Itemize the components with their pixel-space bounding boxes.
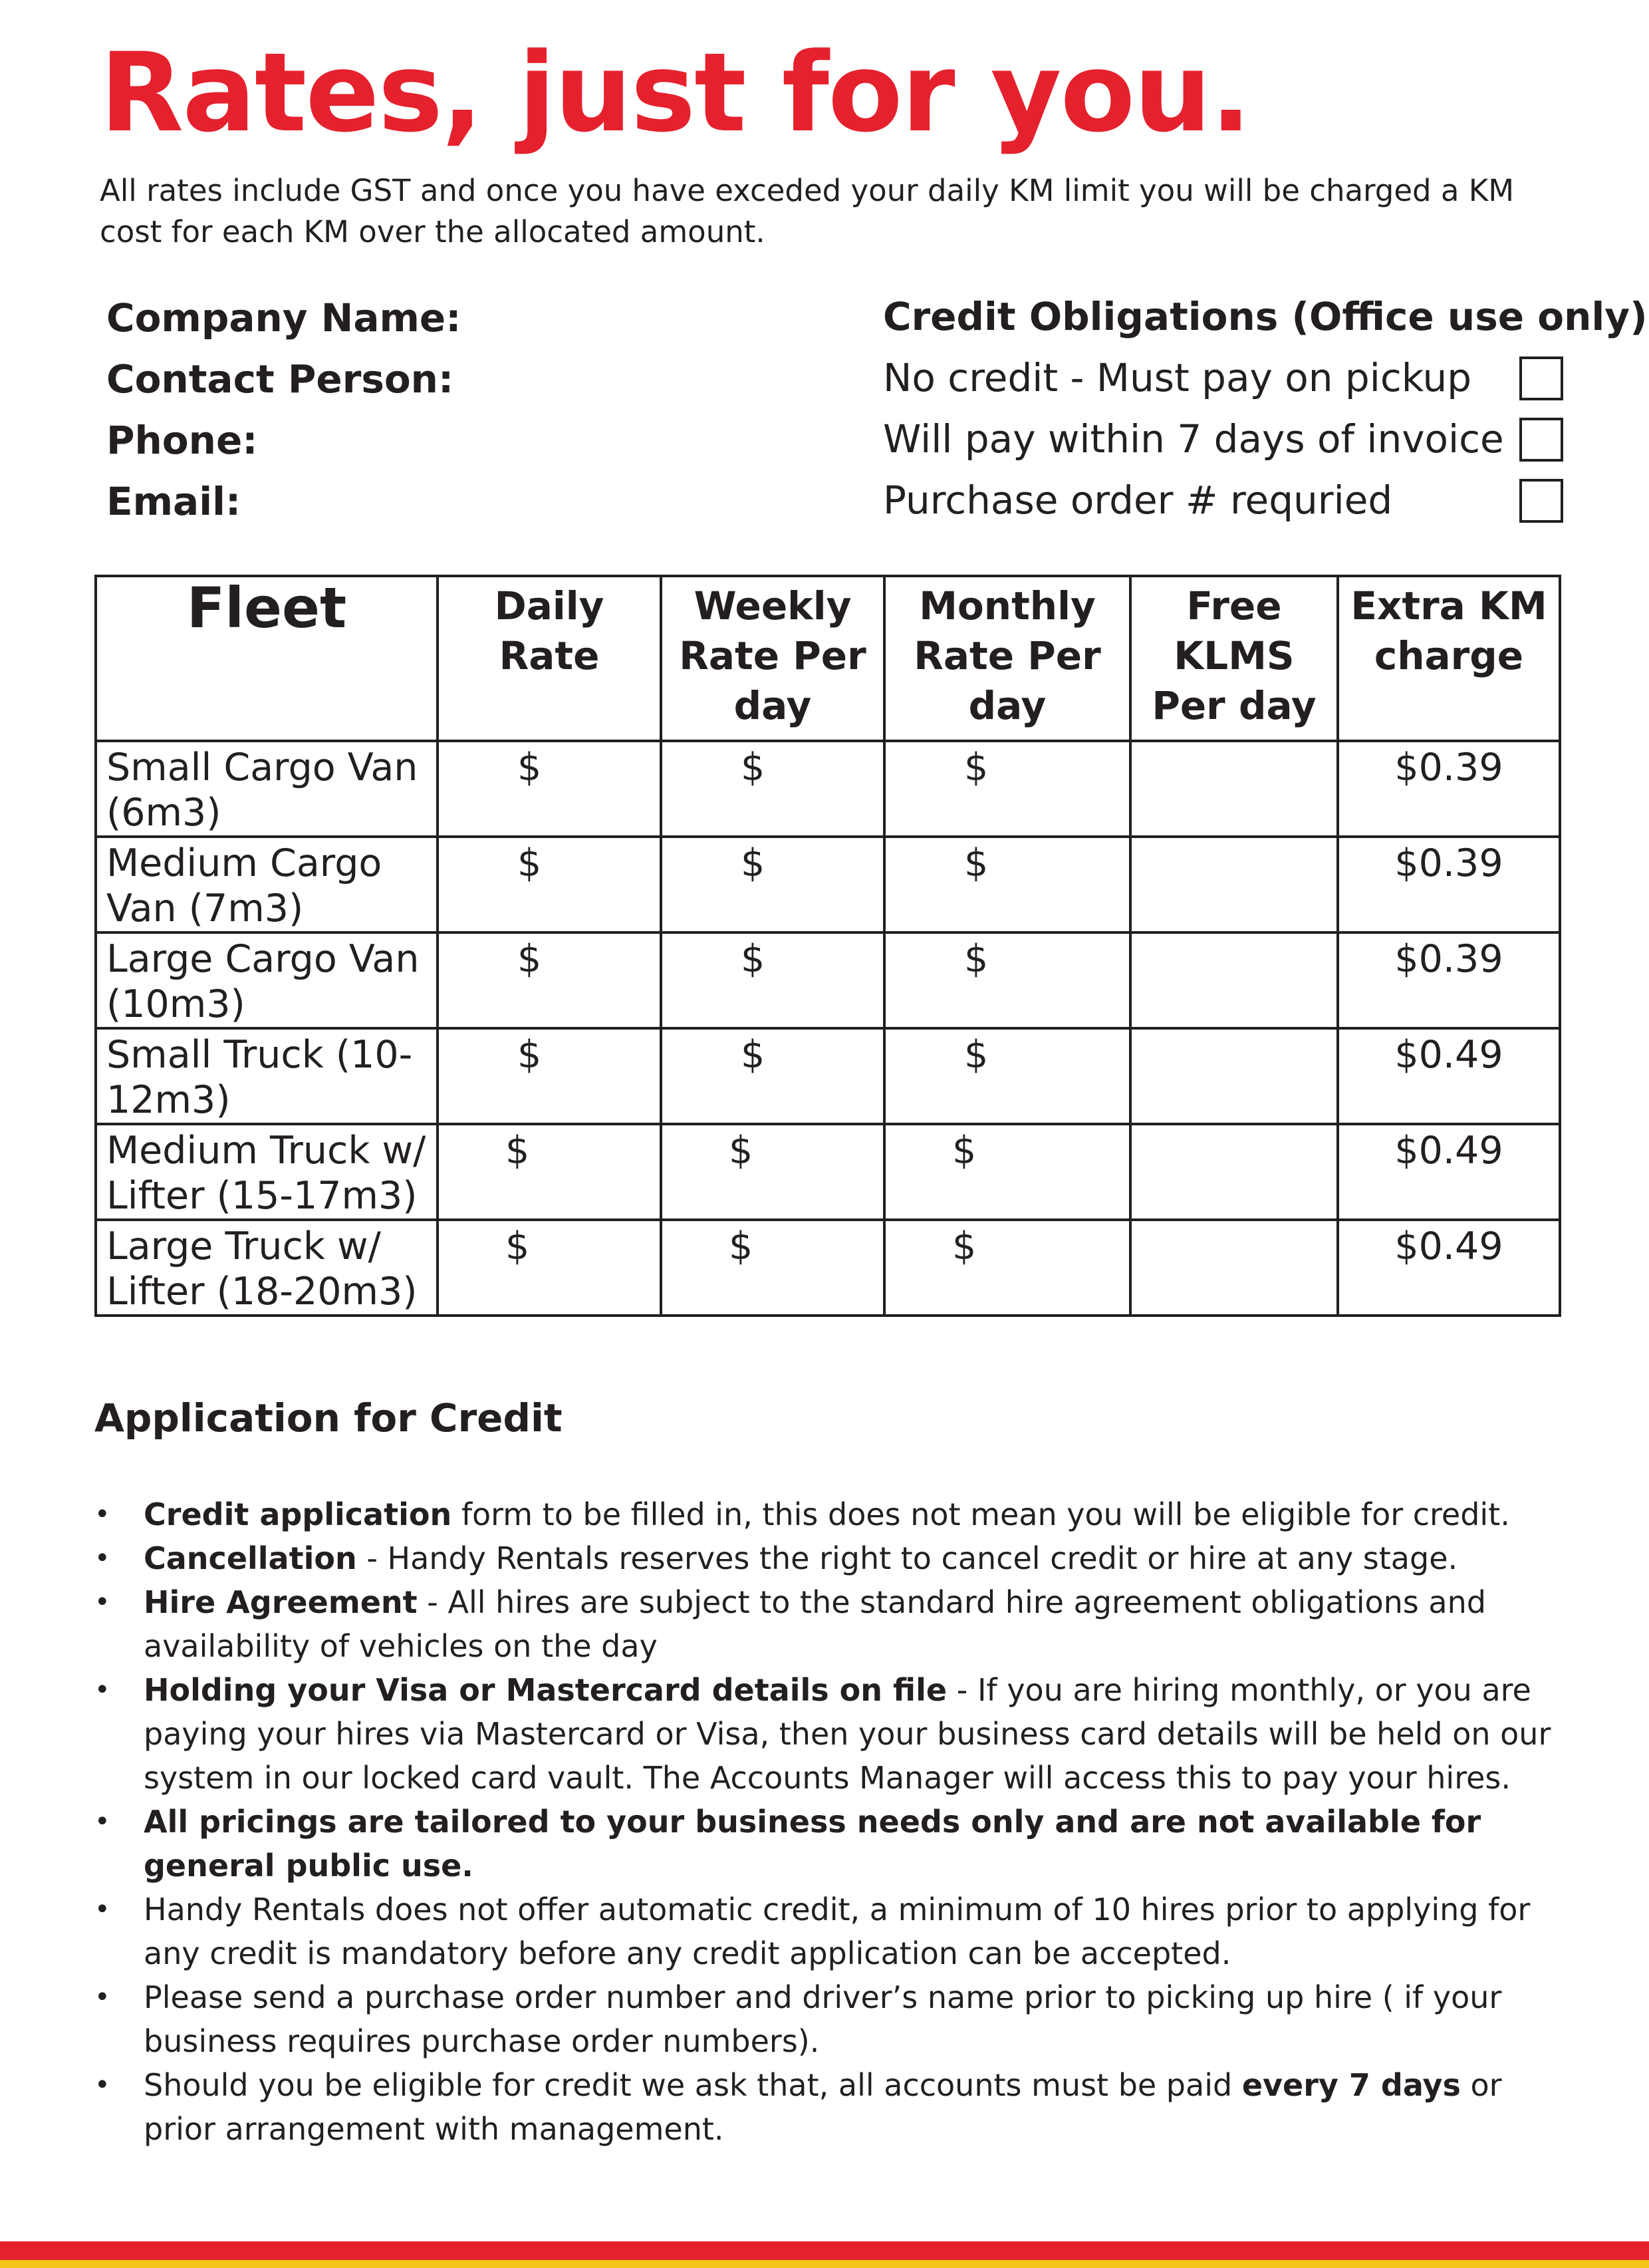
extra-km-cell: $0.49 xyxy=(1338,1124,1560,1220)
footer-red-bar xyxy=(0,2241,1649,2260)
vehicle-name: Large Truck w/ Lifter (18-20m3) xyxy=(96,1220,438,1316)
no-credit-checkbox[interactable] xyxy=(1519,356,1563,400)
weekly-rate-cell[interactable]: $ xyxy=(661,1220,884,1316)
free-klms-cell[interactable] xyxy=(1130,1124,1338,1220)
daily-rate-cell[interactable]: $ xyxy=(438,1124,661,1220)
monthly-rate-cell[interactable]: $ xyxy=(884,1124,1130,1220)
monthly-rate-cell[interactable]: $ xyxy=(884,932,1130,1028)
purchase-order-checkbox[interactable] xyxy=(1519,479,1563,523)
bullet-icon: • xyxy=(94,1499,110,1530)
table-header-row xyxy=(96,576,1560,741)
extra-km-cell: $0.39 xyxy=(1338,932,1560,1028)
daily-rate-cell[interactable]: $ xyxy=(438,932,661,1028)
column-header-free-klms: Free KLMS Per day xyxy=(1130,576,1338,741)
free-klms-cell[interactable] xyxy=(1130,741,1338,837)
free-klms-cell[interactable] xyxy=(1130,837,1338,932)
vehicle-name: Large Cargo Van (10m3) xyxy=(96,932,438,1028)
bullet-icon: • xyxy=(94,1543,110,1574)
free-klms-cell[interactable] xyxy=(1130,932,1338,1028)
email-label: Email: xyxy=(106,479,241,524)
rates-table xyxy=(94,575,1561,1317)
table-row xyxy=(96,1124,1560,1220)
pay-7-days-checkbox[interactable] xyxy=(1519,418,1563,462)
table-row xyxy=(96,837,1560,932)
application-for-credit-heading: Application for Credit xyxy=(94,1395,563,1441)
bullet-icon: • xyxy=(94,1894,110,1925)
free-klms-cell[interactable] xyxy=(1130,1220,1338,1316)
bullet-icon: • xyxy=(94,1806,110,1837)
vehicle-name: Small Cargo Van (6m3) xyxy=(96,741,438,837)
daily-rate-cell[interactable]: $ xyxy=(438,1028,661,1124)
phone-label: Phone: xyxy=(106,418,258,463)
weekly-rate-cell[interactable]: $ xyxy=(661,1028,884,1124)
weekly-rate-cell[interactable]: $ xyxy=(661,932,884,1028)
daily-rate-cell[interactable]: $ xyxy=(438,1220,661,1316)
vehicle-name: Small Truck (10-12m3) xyxy=(96,1028,438,1124)
table-row xyxy=(96,1028,1560,1124)
monthly-rate-cell[interactable]: $ xyxy=(884,1028,1130,1124)
vehicle-name: Medium Cargo Van (7m3) xyxy=(96,837,438,932)
column-header-extra-km: Extra KM charge xyxy=(1338,576,1560,741)
bullet-icon: • xyxy=(94,2070,110,2100)
daily-rate-cell[interactable]: $ xyxy=(438,741,661,837)
extra-km-cell: $0.49 xyxy=(1338,1028,1560,1124)
intro-text: All rates include GST and once you have exceded your daily KM limit you will be charged a KM cost for each KM over the allocated amount. xyxy=(100,173,1515,249)
extra-km-cell: $0.49 xyxy=(1338,1220,1560,1316)
list-item: • Should you be eligible for credit we ask that, all accounts must be paid every 7 days or prior arrangement with management. xyxy=(94,2063,1557,2151)
credit-terms-list xyxy=(94,1492,1557,2151)
monthly-rate-cell[interactable]: $ xyxy=(884,1220,1130,1316)
column-header-weekly-rate: Weekly Rate Per day xyxy=(661,576,884,741)
table-row xyxy=(96,741,1560,837)
column-header-daily-rate: Daily Rate xyxy=(438,576,661,741)
table-row xyxy=(96,1220,1560,1316)
weekly-rate-cell[interactable]: $ xyxy=(661,1124,884,1220)
credit-obligations xyxy=(883,286,1648,531)
list-item: • Credit application form to be filled in, this does not mean you will be eligible for credit. xyxy=(94,1492,1557,1536)
company-name-label: Company Name: xyxy=(106,295,461,341)
vehicle-name: Medium Truck w/ Lifter (15-17m3) xyxy=(96,1124,438,1220)
contact-fields xyxy=(106,287,461,532)
list-item: • All pricings are tailored to your business needs only and are not available for general public use. xyxy=(94,1800,1557,1888)
weekly-rate-cell[interactable]: $ xyxy=(661,741,884,837)
table-row xyxy=(96,932,1560,1028)
credit-obligations-heading: Credit Obligations (Office use only) xyxy=(883,294,1648,339)
bullet-icon: • xyxy=(94,1675,110,1705)
contact-person-label: Contact Person: xyxy=(106,356,454,402)
monthly-rate-cell[interactable]: $ xyxy=(884,741,1130,837)
list-item: • Holding your Visa or Mastercard details on file - If you are hiring monthly, or you are paying your hires via Mastercard or Visa, then your business card details will be held on our system in our locked card vault. The Accounts Manager will access this to pay your hires. xyxy=(94,1668,1557,1800)
page-title: Rates, just for you. xyxy=(100,29,1251,156)
free-klms-cell[interactable] xyxy=(1130,1028,1338,1124)
daily-rate-cell[interactable]: $ xyxy=(438,837,661,932)
credit-option-label: Will pay within 7 days of invoice xyxy=(883,416,1504,462)
credit-option-label: No credit - Must pay on pickup xyxy=(883,355,1472,400)
list-item: • Handy Rentals does not offer automatic credit, a minimum of 10 hires prior to applying for any credit is mandatory before any credit application can be accepted. xyxy=(94,1888,1557,1975)
credit-option-purchase-order xyxy=(883,470,1575,531)
monthly-rate-cell[interactable]: $ xyxy=(884,837,1130,932)
bullet-icon: • xyxy=(94,1587,110,1618)
column-header-monthly-rate: Monthly Rate Per day xyxy=(884,576,1130,741)
credit-option-no-credit xyxy=(883,347,1575,408)
list-item: • Cancellation - Handy Rentals reserves the right to cancel credit or hire at any stage. xyxy=(94,1536,1557,1580)
column-header-fleet: Fleet xyxy=(96,576,438,741)
extra-km-cell: $0.39 xyxy=(1338,741,1560,837)
list-item: • Hire Agreement - All hires are subject to the standard hire agreement obligations and availability of vehicles on the day xyxy=(94,1580,1557,1668)
bullet-icon: • xyxy=(94,1982,110,2013)
credit-option-7-days xyxy=(883,408,1575,470)
footer-yellow-bar xyxy=(0,2260,1649,2268)
weekly-rate-cell[interactable]: $ xyxy=(661,837,884,932)
credit-option-label: Purchase order # requried xyxy=(883,478,1393,523)
list-item: • Please send a purchase order number and driver’s name prior to picking up hire ( if your business requires purchase order numbers). xyxy=(94,1975,1557,2063)
extra-km-cell: $0.39 xyxy=(1338,837,1560,932)
